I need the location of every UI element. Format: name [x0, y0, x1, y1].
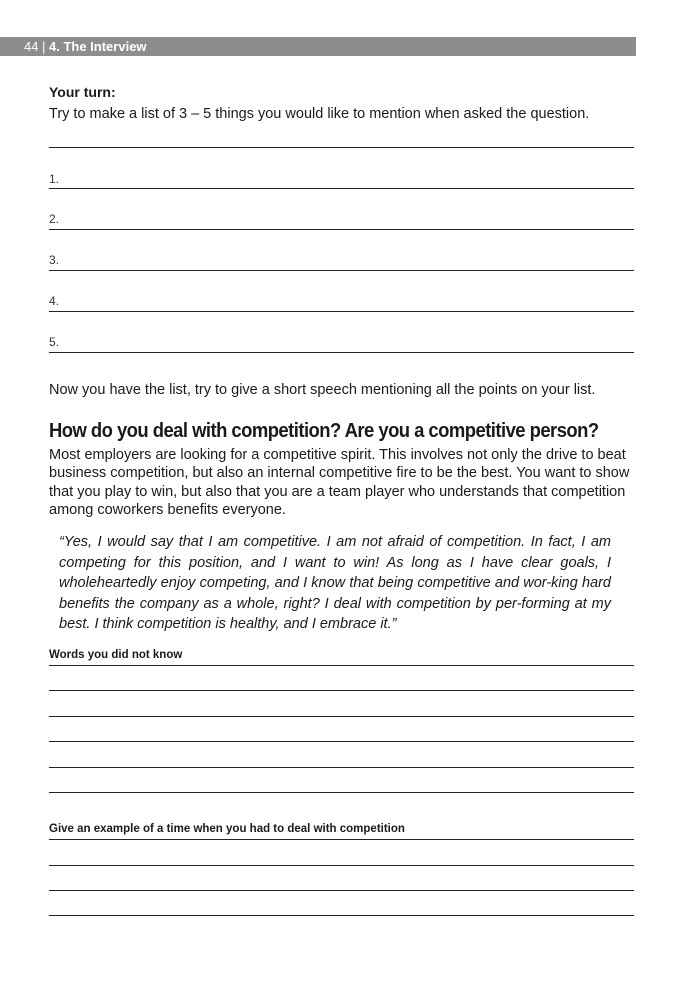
words-label: Words you did not know	[49, 649, 183, 661]
writing-line-3[interactable]	[49, 270, 634, 271]
example-line-2[interactable]	[49, 865, 634, 866]
words-line-3[interactable]	[49, 716, 634, 717]
list-number-4: 4.	[49, 294, 60, 308]
example-line-3[interactable]	[49, 890, 634, 891]
list-prompt: Try to make a list of 3 – 5 things you would like to mention when asked the question.	[49, 106, 590, 122]
writing-line-1[interactable]	[49, 188, 634, 189]
section-question-heading: How do you deal with competition? Are you a competitive person?	[49, 419, 599, 442]
writing-line-top[interactable]	[49, 147, 634, 148]
list-number-1: 1.	[49, 172, 60, 186]
writing-line-5[interactable]	[49, 352, 634, 353]
words-line-4[interactable]	[49, 741, 634, 742]
list-number-2: 2.	[49, 212, 60, 226]
example-line-1[interactable]	[49, 839, 634, 840]
chapter-title: 4. The Interview	[49, 39, 147, 54]
words-line-5[interactable]	[49, 767, 634, 768]
example-label: Give an example of a time when you had to deal with competition	[49, 823, 405, 835]
header-separator: |	[42, 39, 46, 54]
chapter-header-bar	[0, 37, 636, 56]
section-paragraph: Most employers are looking for a competitive spirit. This involves not only the drive to beat business competition, but also an internal competitive fire to be the best. You want to show that you play to win, but also that you are a team player who understands that competition among coworkers benefits everyone.	[49, 447, 630, 518]
writing-line-4[interactable]	[49, 311, 634, 312]
sample-answer-quote: “Yes, I would say that I am competitive. I am not afraid of competition. In fact, I am competing for this position, and I want to win! As long as I have clear goals, I wholeheartedly enjoy competing, and I know that being competitive and wor-king hard benefits the company as a whole, right? I deal with competition by per-forming at my best. I think competition is healthy, and I embrace it.”	[59, 534, 611, 633]
page-number: 44	[24, 39, 39, 54]
words-line-1[interactable]	[49, 665, 634, 666]
list-number-3: 3.	[49, 253, 60, 267]
writing-line-2[interactable]	[49, 229, 634, 230]
example-line-4[interactable]	[49, 915, 634, 916]
your-turn-heading: Your turn:	[49, 84, 116, 100]
words-line-6[interactable]	[49, 792, 634, 793]
words-line-2[interactable]	[49, 690, 634, 691]
list-number-5: 5.	[49, 335, 60, 349]
speech-instruction: Now you have the list, try to give a short speech mentioning all the points on your list.	[49, 382, 596, 398]
